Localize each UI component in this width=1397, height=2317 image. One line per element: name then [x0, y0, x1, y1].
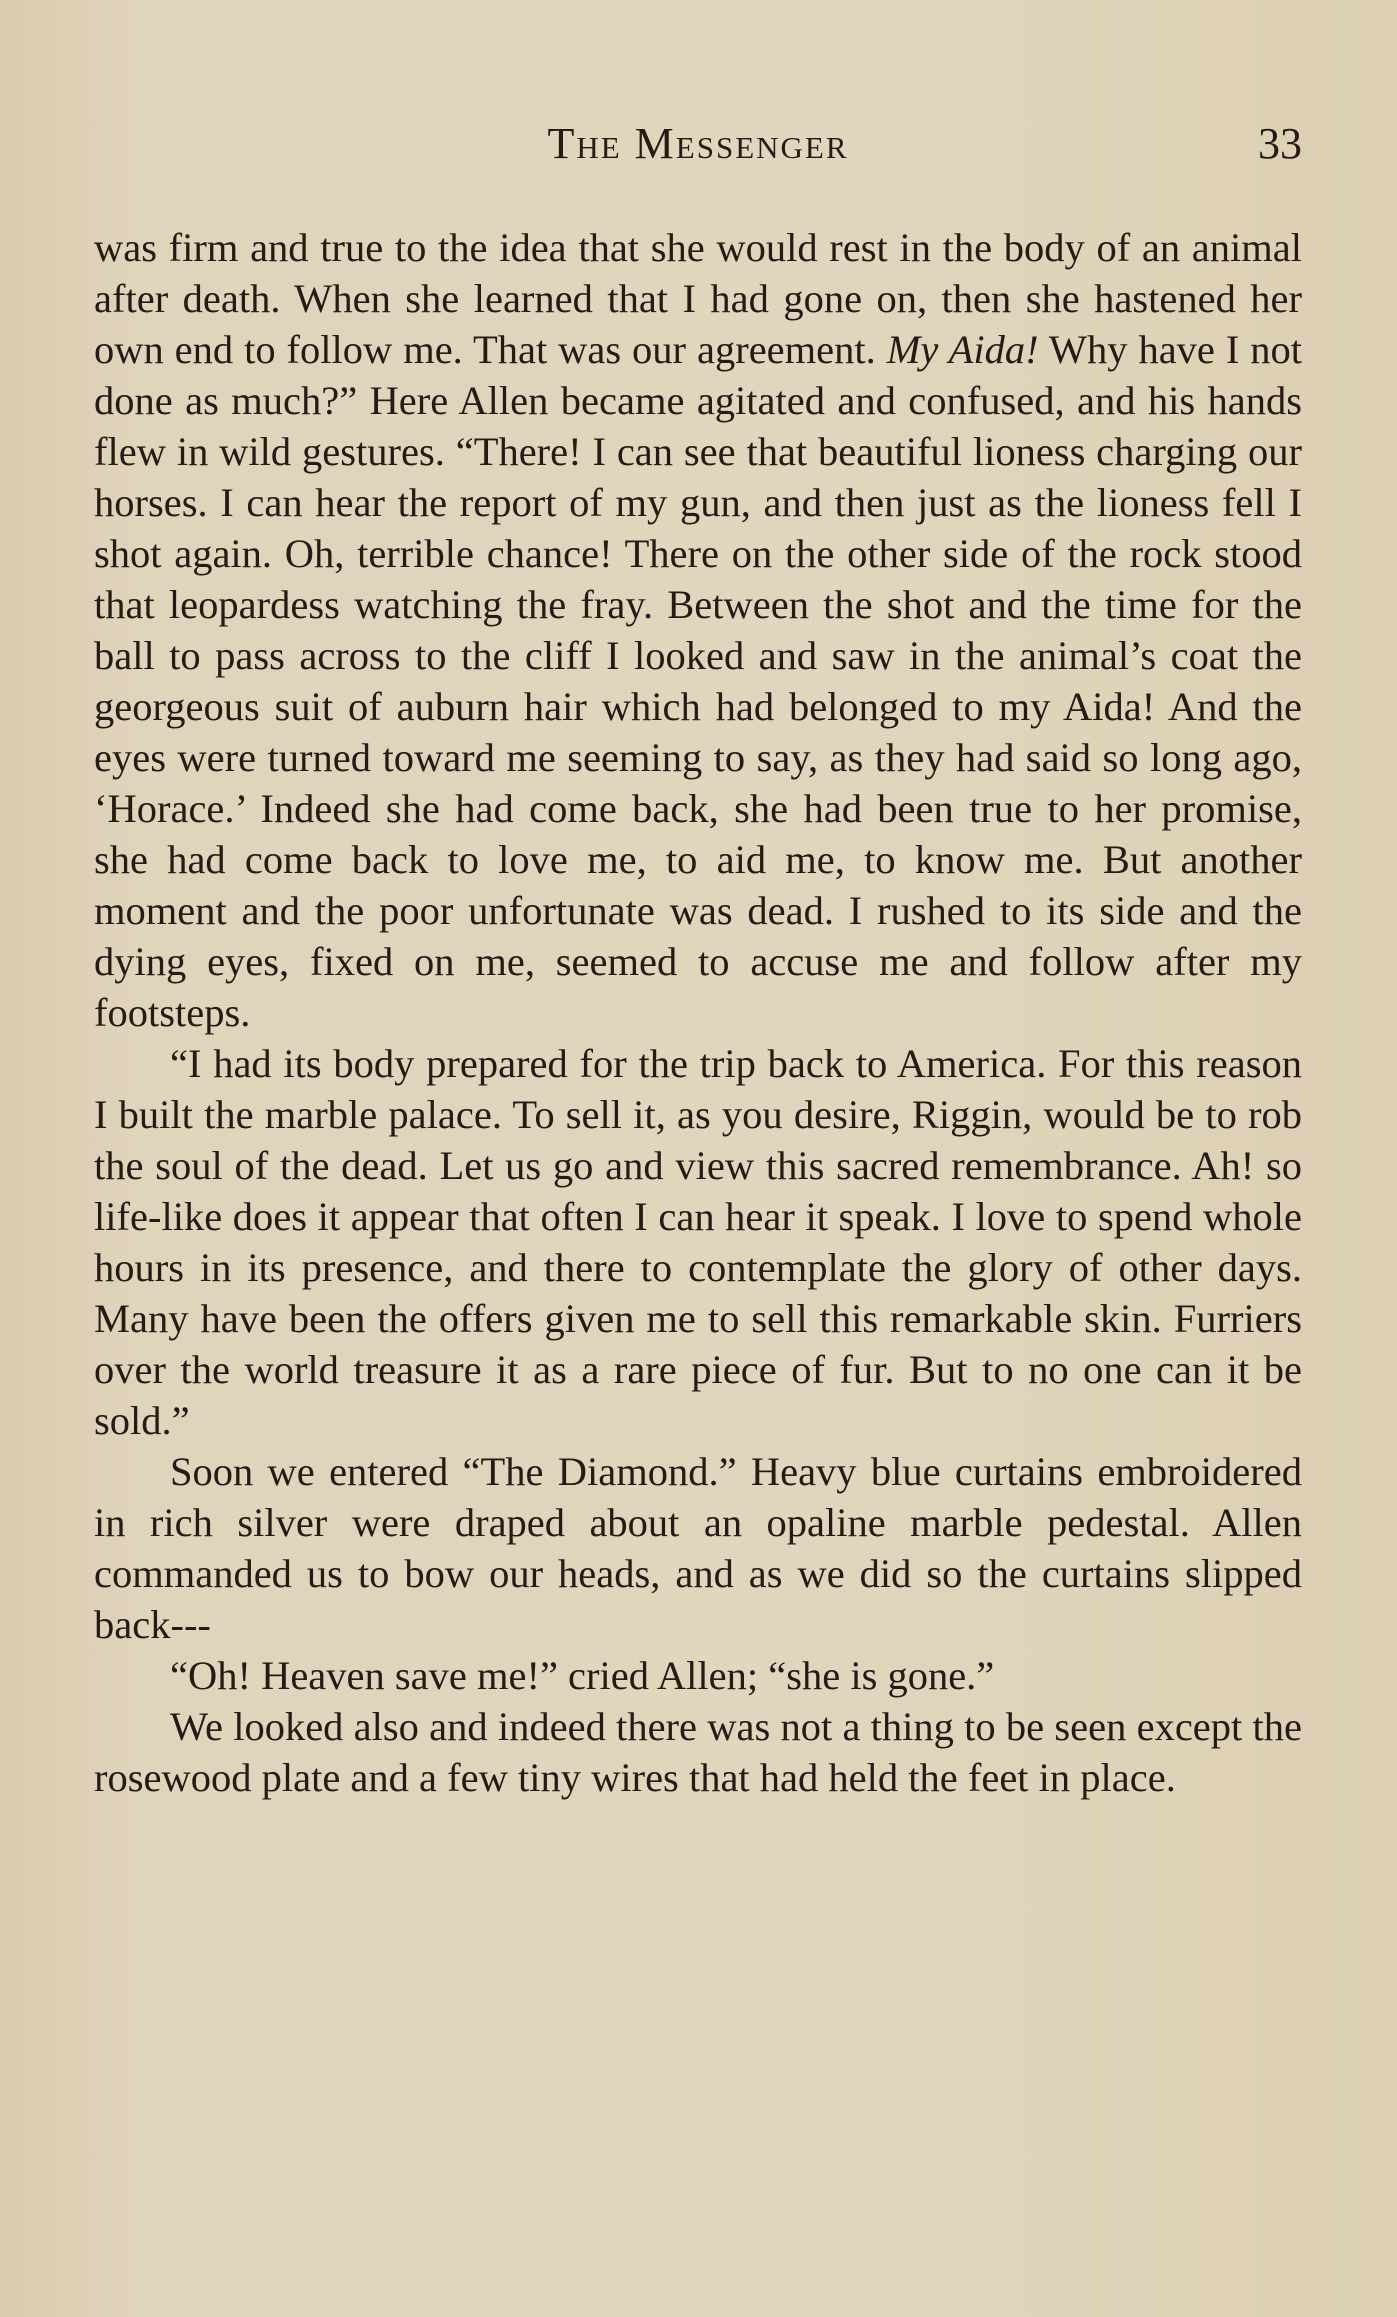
running-title: The Messenger [547, 119, 849, 168]
page-header [94, 118, 1302, 178]
paragraph-2: “I had its body prepared for the trip back to America. For this reason I built the marble palace. To sell it, as you desire, Riggin, would be to rob the soul of the dead. Let us go and view this sacred remembrance. Ah! so life-like does it appear that often I can hear it speak. I love to spend whole hours in its presence, and there to contemplate the glory of other days. Many have been the offers given me to sell this remarkable skin. Furriers over the world treasure it as a rare piece of fur. But to no one can it be sold.” [94, 1041, 1302, 1443]
paragraph-1 [94, 222, 1302, 1038]
paragraph-3: Soon we entered “The Diamond.” Heavy blue curtains embroidered in rich silver were draped about an opaline marble pedestal. Allen commanded us to bow our heads, and as we did so the curtains slipped back--- [94, 1449, 1302, 1647]
paragraph-1-italic: My Aida! [886, 327, 1039, 372]
paragraph-1-text-before: was firm and true to the idea that she would rest in the body of an animal after death. When she learned that I had gone on, then she hastened her own end to follow me. That was our agreement. [94, 225, 1302, 372]
page-number: 33 [1258, 119, 1302, 168]
body-text [94, 222, 1302, 1803]
paragraph-1-text-after: Why have I not done as much?” Here Allen became agitated and confused, and his hands flew in wild gestures. “There! I can see that beautiful lioness charging our horses. I can hear the report of my gun, and then just as the lioness fell I shot again. Oh, terrible chance! There on the other side of the rock stood that leopardess watching the fray. Between the shot and the time for the ball to pass across to the cliff I looked and saw in the animal’s coat the georgeous suit of auburn hair which had belonged to my Aida! And the eyes were turned toward me seeming to say, as they had said so long ago, ‘Horace.’ Indeed she had come back, she had been true to her promise, she had come back to love me, to aid me, to know me. But another moment and the poor unfortunate was dead. I rushed to its side and the dying eyes, fixed on me, seemed to accuse me and follow after my footsteps. [94, 327, 1303, 1035]
paragraph-5: We looked also and indeed there was not a thing to be seen except the rosewood plate and a few tiny wires that had held the feet in place. [94, 1704, 1302, 1800]
paragraph-4: “Oh! Heaven save me!” cried Allen; “she is gone.” [170, 1653, 995, 1698]
